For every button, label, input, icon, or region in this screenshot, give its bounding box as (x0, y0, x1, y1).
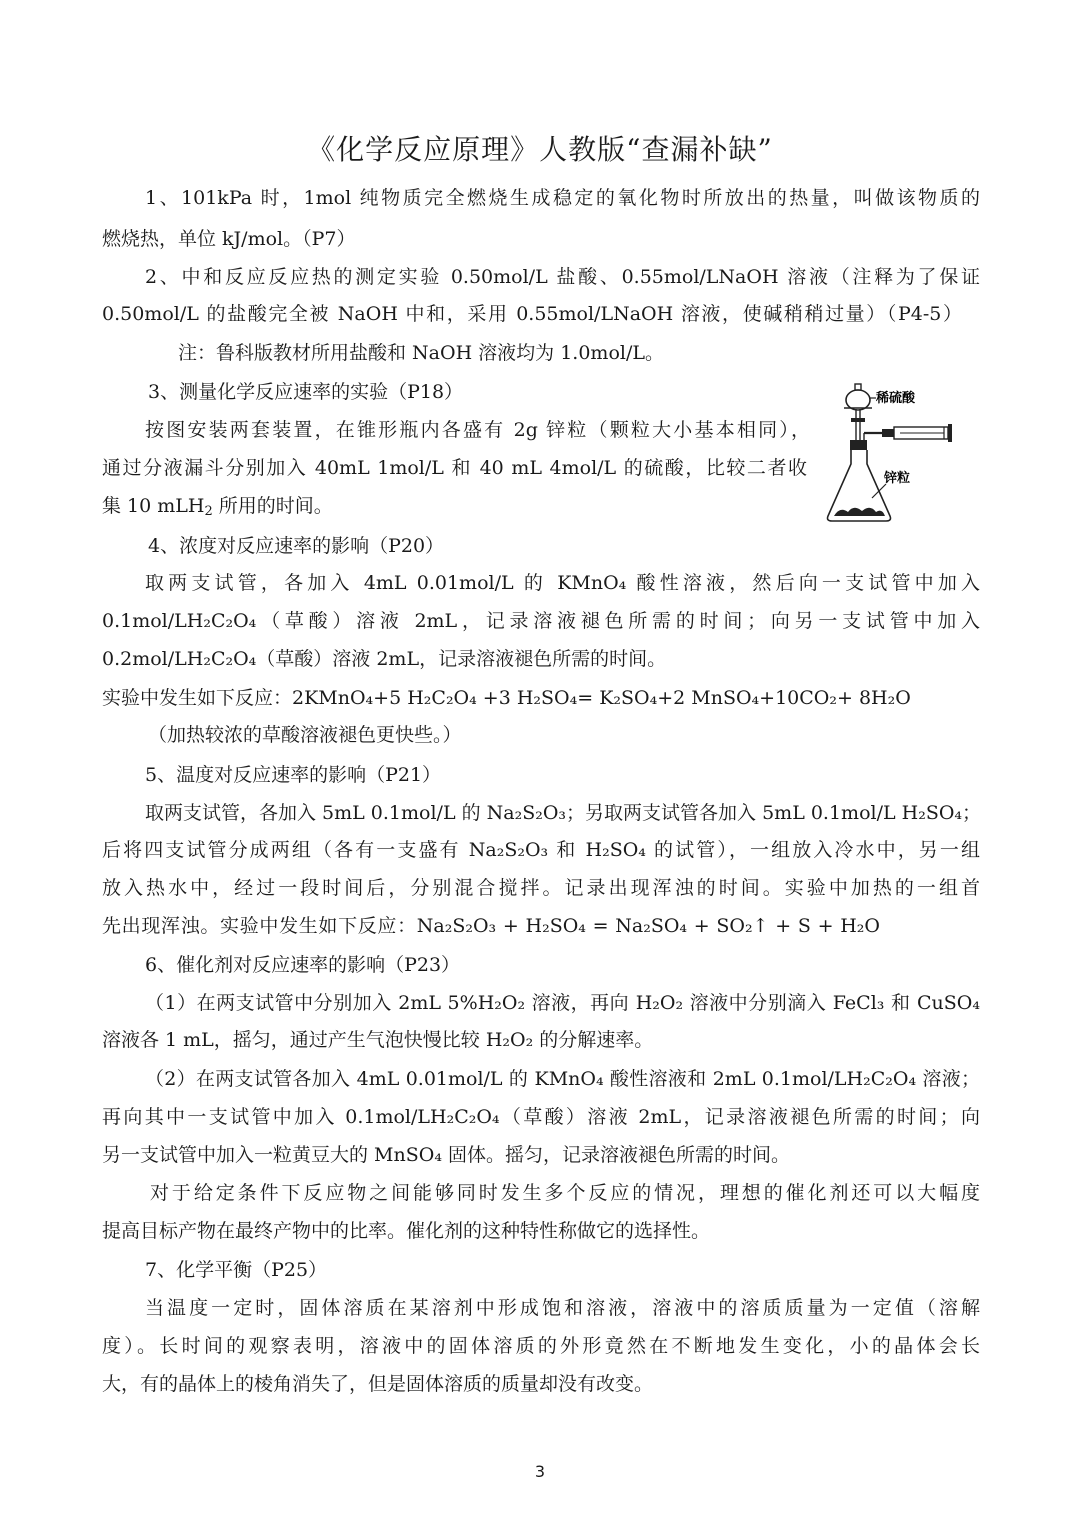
s4-line-3: 0.2mol/LH₂C₂O₄（草酸）溶液 2mL，记录溶液褪色所需的时间。 (102, 648, 667, 670)
s5-line-4: 先出现浑浊。实验中发生如下反应：Na₂S₂O₃ + H₂SO₄ = Na₂SO₄ + SO₂↑ + S + H₂O (102, 915, 880, 937)
s6-line-3: （2）在两支试管各加入 4mL 0.01mol/L 的 KMnO₄ 酸性溶液和 2mL 0.1mol/LH₂C₂O₄ 溶液； (145, 1068, 980, 1090)
s6-heading: 6、催化剂对反应速率的影响（P23） (145, 954, 461, 976)
page-title: 《化学反应原理》人教版“查漏补缺” (307, 133, 773, 166)
s4-note: （加热较浓的草酸溶液褪色更快些。） (148, 724, 462, 746)
s6-line-5: 另一支试管中加入一粒黄豆大的 MnSO₄ 固体。摇匀，记录溶液褪色所需的时间。 (102, 1144, 790, 1166)
label-dilute-sulfuric-acid: 稀硫酸 (876, 391, 916, 406)
s5-line-1: 取两支试管，各加入 5mL 0.1mol/L 的 Na₂S₂O₃；另取两支试管各加入 5mL 0.1mol/L H₂SO₄； (145, 802, 982, 824)
s5-line-2: 后将四支试管分成两组（各有一支盛有 Na₂S₂O₃ 和 H₂SO₄ 的试管），一组放入冷水中，另一组 (102, 839, 980, 861)
s2-line-1: 2、中和反应反应热的测定实验 0.50mol/L 盐酸、0.55mol/LNaOH 溶液（注释为了保证 (145, 266, 980, 288)
s1-line-1: 1、101kPa 时，1mol 纯物质完全燃烧生成稳定的氧化物时所放出的热量，叫做该物质的 (145, 187, 980, 209)
s2-note: 注：鲁科版教材所用盐酸和 NaOH 溶液均为 1.0mol/L。 (178, 342, 664, 364)
s3-line-3: 集 10 mLH$_2$ 所用的时间。 (102, 495, 333, 519)
s4-reaction-equation: 实验中发生如下反应：2KMnO₄+5 H₂C₂O₄ +3 H₂SO₄= K₂SO₄+2 MnSO₄+10CO₂+ 8H₂O (102, 687, 911, 709)
s4-line-1: 取两支试管，各加入 4mL 0.01mol/L 的 KMnO₄ 酸性溶液，然后向一支试管中加入 (145, 572, 980, 594)
s2-line-2: 0.50mol/L 的盐酸完全被 NaOH 中和，采用 0.55mol/LNaOH 溶液，使碱稍稍过量）（P4-5） (102, 303, 962, 325)
flask-apparatus-diagram (820, 378, 960, 528)
s3-heading: 3、测量化学反应速率的实验（P18） (148, 381, 464, 403)
label-zinc-granules: 锌粒 (884, 471, 911, 486)
s4-line-2: 0.1mol/LH₂C₂O₄（草酸）溶液 2mL，记录溶液褪色所需的时间；向另一支试管中加入 (102, 610, 980, 632)
s6-line-2: 溶液各 1 mL，摇匀，通过产生气泡快慢比较 H₂O₂ 的分解速率。 (102, 1029, 654, 1051)
apparatus-figure (820, 378, 960, 528)
s4-heading: 4、浓度对反应速率的影响（P20） (148, 535, 445, 557)
s3-line-2: 通过分液漏斗分别加入 40mL 1mol/L 和 40 mL 4mol/L 的硫酸，比较二者收 (102, 457, 807, 479)
s7-line-3: 大，有的晶体上的棱角消失了，但是固体溶质的质量却没有改变。 (102, 1373, 654, 1395)
s7-heading: 7、化学平衡（P25） (145, 1259, 328, 1281)
s7-line-1: 当温度一定时，固体溶质在某溶剂中形成饱和溶液，溶液中的溶质质量为一定值（溶解 (145, 1297, 980, 1319)
s6-line-6: 对于给定条件下反应物之间能够同时发生多个反应的情况，理想的催化剂还可以大幅度 (150, 1182, 980, 1204)
s6-line-7: 提高目标产物在最终产物中的比率。催化剂的这种特性称做它的选择性。 (102, 1220, 711, 1242)
s6-line-1: （1）在两支试管中分别加入 2mL 5%H₂O₂ 溶液，再向 H₂O₂ 溶液中分别滴入 FeCl₃ 和 CuSO₄ (145, 992, 980, 1014)
s1-line-2: 燃烧热，单位 kJ/mol。（P7） (102, 228, 356, 250)
s3-line-1: 按图安装两套装置，在锥形瓶内各盛有 2g 锌粒（颗粒大小基本相同）， (145, 419, 810, 441)
s6-line-4: 再向其中一支试管中加入 0.1mol/LH₂C₂O₄（草酸）溶液 2mL，记录溶液褪色所需的时间；向 (102, 1106, 980, 1128)
s5-heading: 5、温度对反应速率的影响（P21） (145, 764, 442, 786)
page-number: 3 (534, 1462, 546, 1481)
s5-line-3: 放入热水中，经过一段时间后，分别混合搅拌。记录出现浑浊的时间。实验中加热的一组首 (102, 877, 980, 899)
s7-line-2: 度）。长时间的观察表明，溶液中的固体溶质的外形竟然在不断地发生变化，小的晶体会长 (102, 1335, 980, 1357)
